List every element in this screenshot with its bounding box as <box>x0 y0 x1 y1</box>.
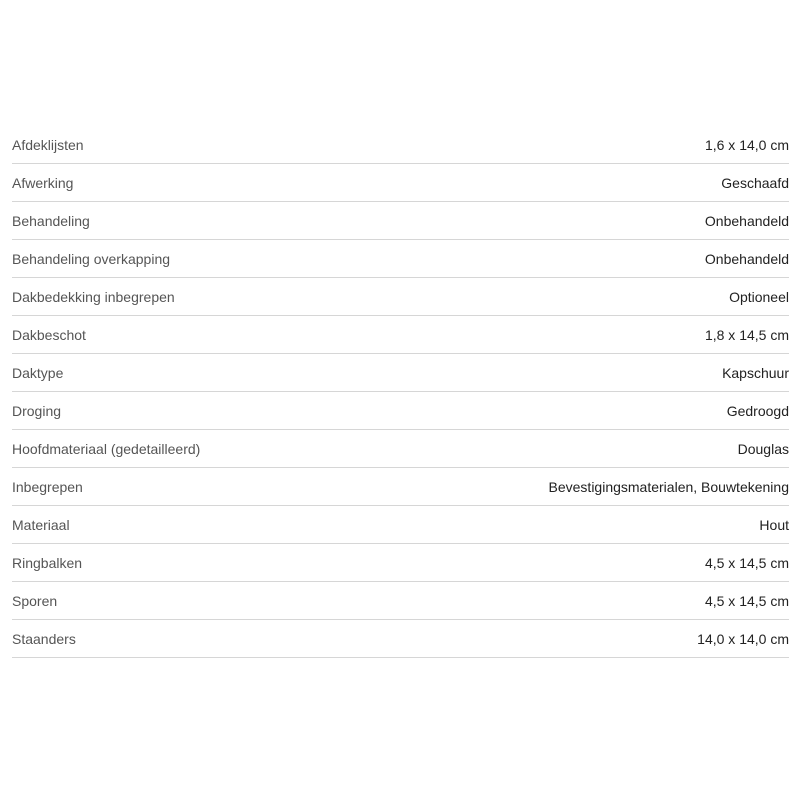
spec-value: 1,8 x 14,5 cm <box>704 326 789 343</box>
spec-value: 4,5 x 14,5 cm <box>704 592 789 609</box>
spec-row <box>12 392 789 430</box>
spec-label: Afwerking <box>12 174 74 191</box>
spec-row <box>12 278 789 316</box>
spec-value: Kapschuur <box>722 364 789 381</box>
spec-label: Staanders <box>12 630 76 647</box>
spec-row <box>12 430 789 468</box>
spec-value: 4,5 x 14,5 cm <box>704 554 789 571</box>
spec-row <box>12 164 789 202</box>
spec-label: Inbegrepen <box>12 478 83 495</box>
spec-label: Behandeling <box>12 212 90 229</box>
spec-row <box>12 202 789 240</box>
spec-value: Bevestigingsmaterialen, Bouwtekening <box>548 478 789 495</box>
spec-value: 1,6 x 14,0 cm <box>704 136 789 153</box>
spec-row <box>12 620 789 658</box>
spec-label: Ringbalken <box>12 554 83 571</box>
spec-label: Dakbeschot <box>12 326 86 343</box>
spec-row <box>12 240 789 278</box>
spec-row <box>12 468 789 506</box>
spec-label: Sporen <box>12 592 58 609</box>
spec-label: Droging <box>12 402 62 419</box>
spec-value: 14,0 x 14,0 cm <box>697 630 789 647</box>
spec-value: Hout <box>759 516 789 533</box>
spec-value: Onbehandeld <box>704 250 789 267</box>
spec-value: Douglas <box>737 440 789 457</box>
spec-value: Gedroogd <box>726 402 789 419</box>
specifications-table <box>12 126 789 658</box>
spec-row <box>12 126 789 164</box>
spec-row <box>12 316 789 354</box>
spec-row <box>12 354 789 392</box>
spec-row <box>12 506 789 544</box>
spec-row <box>12 544 789 582</box>
spec-label: Dakbedekking inbegrepen <box>12 288 175 305</box>
spec-label: Hoofdmateriaal (gedetailleerd) <box>12 440 201 457</box>
spec-label: Behandeling overkapping <box>12 250 171 267</box>
spec-value: Onbehandeld <box>704 212 789 229</box>
spec-value: Geschaafd <box>721 174 789 191</box>
spec-label: Afdeklijsten <box>12 136 84 153</box>
spec-value: Optioneel <box>729 288 789 305</box>
spec-label: Daktype <box>12 364 64 381</box>
spec-label: Materiaal <box>12 516 70 533</box>
spec-row <box>12 582 789 620</box>
